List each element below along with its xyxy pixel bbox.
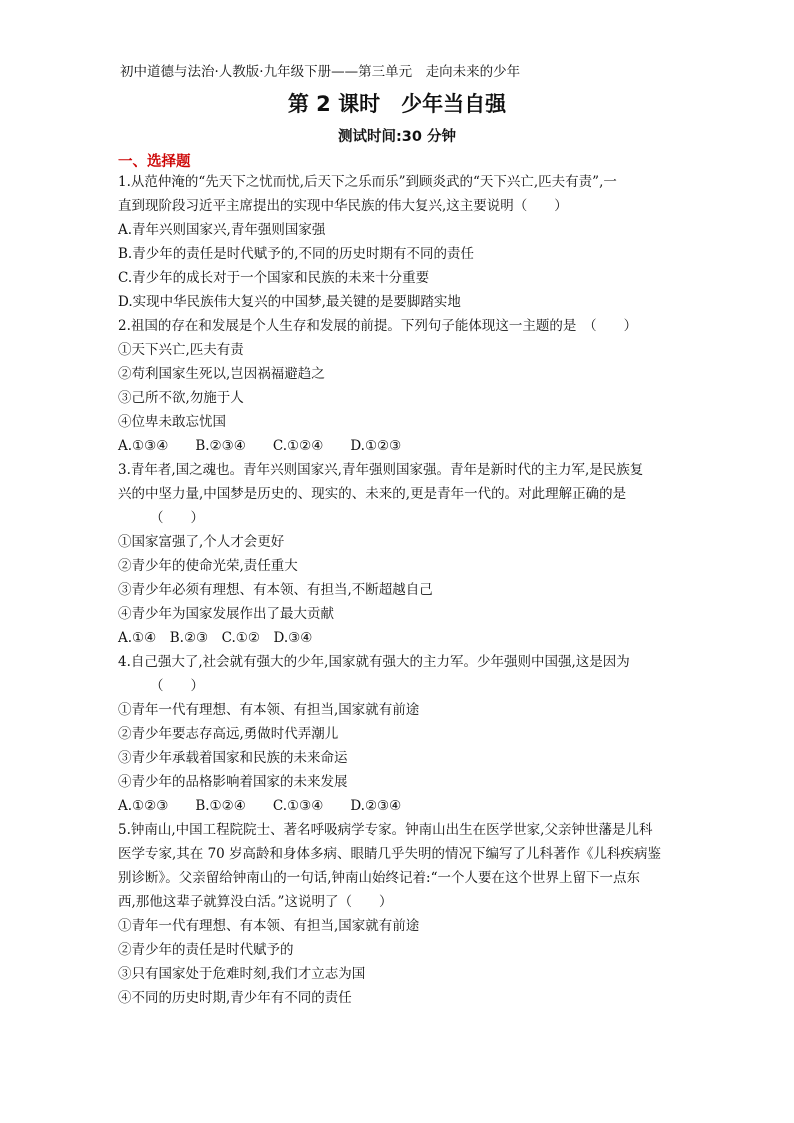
q1-stem-line2: 直到现阶段习近平主席提出的实现中华民族的伟大复兴,这主要说明（ ） — [118, 198, 568, 214]
q5-statement-3: ③只有国家处于危难时刻,我们才立志为国 — [118, 966, 366, 982]
q3-answer-bracket: （ ） — [150, 510, 204, 526]
q1-option-a: A.青年兴则国家兴,青年强则国家强 — [118, 222, 326, 238]
q2-options: A.①③④ B.②③④ C.①②④ D.①②③ — [118, 438, 402, 454]
q2-statement-4: ④位卑未敢忘忧国 — [118, 414, 226, 430]
q3-statement-4: ④青少年为国家发展作出了最大贡献 — [118, 606, 334, 622]
q4-statement-3: ③青少年承载着国家和民族的未来命运 — [118, 750, 348, 766]
q2-stem: 2.祖国的存在和发展是个人生存和发展的前提。下列句子能体现这一主题的是 （ ） — [118, 318, 638, 334]
q1-option-c: C.青少年的成长对于一个国家和民族的未来十分重要 — [118, 270, 430, 286]
question-list — [118, 170, 678, 1010]
q5-statement-4: ④不同的历史时期,青少年有不同的责任 — [118, 990, 352, 1006]
q4-options: A.①②③ B.①②④ C.①③④ D.②③④ — [118, 798, 402, 814]
q1-option-d: D.实现中华民族伟大复兴的中国梦,最关键的是要脚踏实地 — [118, 294, 461, 310]
q4-statement-1: ①青年一代有理想、有本领、有担当,国家就有前途 — [118, 702, 420, 718]
q4-stem: 4.自己强大了,社会就有强大的少年,国家就有强大的主力军。少年强则中国强,这是因为 — [118, 654, 630, 670]
section-heading: 一、选择题 — [118, 154, 191, 170]
q3-statement-3: ③青少年必须有理想、有本领、有担当,不断超越自己 — [118, 582, 433, 598]
q4-answer-bracket: （ ） — [150, 678, 204, 694]
page-title: 第 2 课时 少年当自强 — [287, 92, 507, 116]
q4-statement-2: ②青少年要志存高远,勇做时代弄潮儿 — [118, 726, 339, 742]
q5-stem-line3: 别诊断》。父亲留给钟南山的一句话,钟南山始终记着:“一个人要在这个世界上留下一点东 — [118, 870, 640, 886]
q5-stem-line1: 5.钟南山,中国工程院院士、著名呼吸病学专家。钟南山出生在医学世家,父亲钟世藩是儿科 — [118, 822, 653, 838]
q5-statement-2: ②青少年的责任是时代赋予的 — [118, 942, 294, 958]
q3-options: A.①④ B.②③ C.①② D.③④ — [118, 630, 313, 646]
q3-statement-2: ②青少年的使命光荣,责任重大 — [118, 558, 298, 574]
q2-statement-1: ①天下兴亡,匹夫有责 — [118, 342, 244, 358]
q2-statement-3: ③己所不欲,勿施于人 — [118, 390, 244, 406]
q5-stem-line2: 医学专家,其在 70 岁高龄和身体多病、眼睛几乎失明的情况下编写了儿科著作《儿科疾病鉴 — [118, 846, 662, 862]
q1-option-b: B.青少年的责任是时代赋予的,不同的历史时期有不同的责任 — [118, 246, 475, 262]
q1-stem-line1: 1.从范仲淹的“先天下之忧而忧,后天下之乐而乐”到顾炎武的“天下兴亡,匹夫有责”,一 — [118, 174, 617, 190]
q3-stem-line2: 兴的中坚力量,中国梦是历史的、现实的、未来的,更是青年一代的。对此理解正确的是 — [118, 486, 627, 502]
q2-statement-2: ②苟利国家生死以,岂因祸福避趋之 — [118, 366, 325, 382]
q3-statement-1: ①国家富强了,个人才会更好 — [118, 534, 285, 550]
q5-stem-line4: 西,那他这辈子就算没白活。”这说明了（ ） — [118, 894, 393, 910]
q3-stem-line1: 3.青年者,国之魂也。青年兴则国家兴,青年强则国家强。青年是新时代的主力军,是民族复 — [118, 462, 644, 478]
q4-statement-4: ④青少年的品格影响着国家的未来发展 — [118, 774, 348, 790]
running-header: 初中道德与法治·人教版·九年级下册——第三单元 走向未来的少年 — [120, 64, 521, 80]
test-time: 测试时间:30 分钟 — [337, 129, 457, 145]
q5-statement-1: ①青年一代有理想、有本领、有担当,国家就有前途 — [118, 918, 420, 934]
